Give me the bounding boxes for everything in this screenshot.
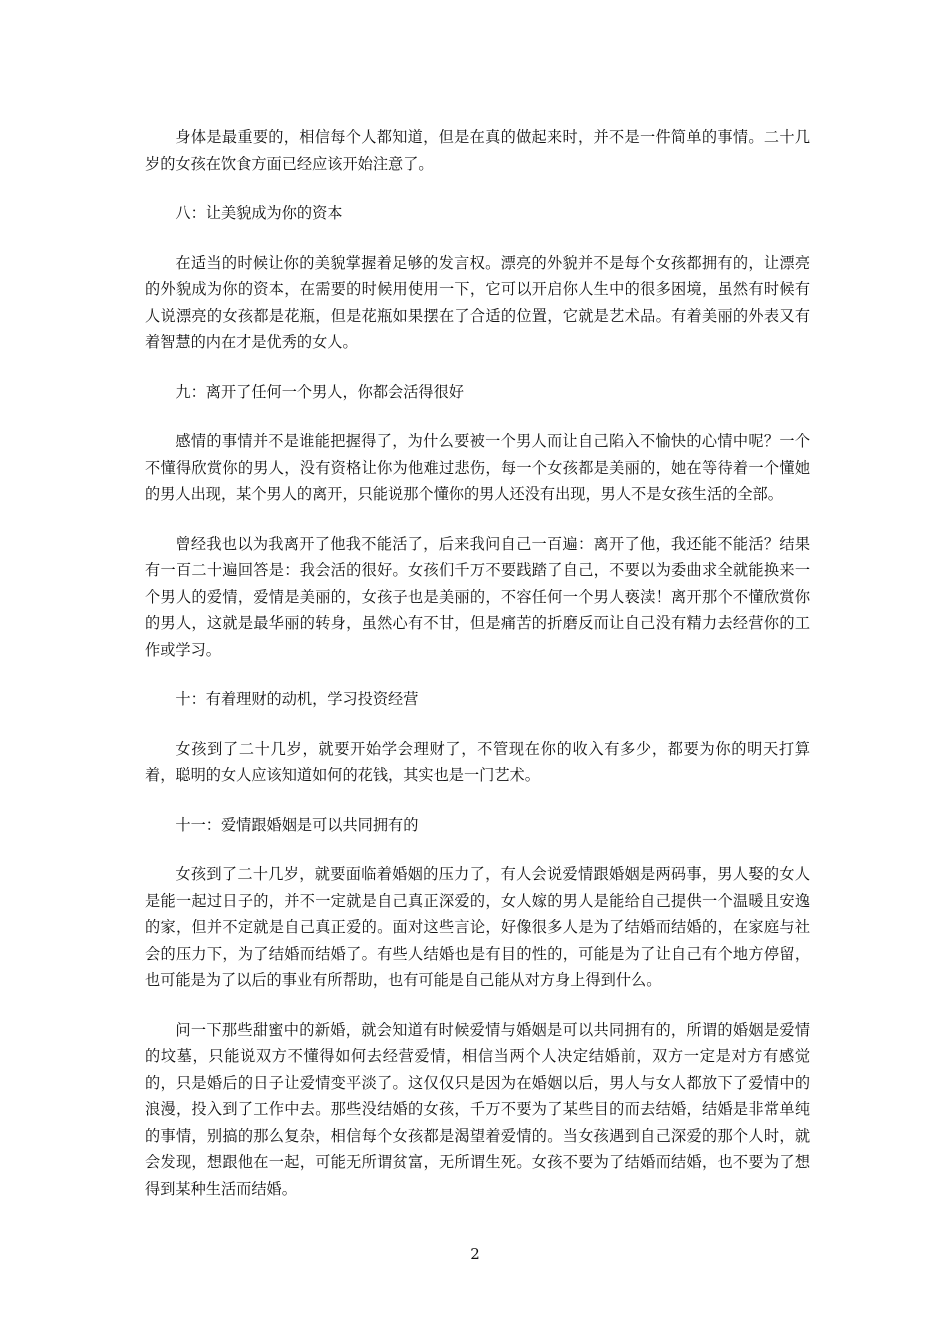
section-heading: 九：离开了任何一个男人，你都会活得很好 xyxy=(175,382,464,401)
paragraph: 身体是最重要的，相信每个人都知道，但是在真的做起来时，并不是一件简单的事情。二十几岁的女孩在饮食方面已经应该开始注意了。 xyxy=(145,128,810,173)
paragraph: 女孩到了二十几岁，就要开始学会理财了，不管现在你的收入有多少，都要为你的明天打算着，聪明的女人应该知道如何的花钱，其实也是一门艺术。 xyxy=(145,739,810,784)
paragraph: 在适当的时候让你的美貌掌握着足够的发言权。漂亮的外貌并不是每个女孩都拥有的，让漂亮的外貌成为你的资本，在需要的时候用使用一下，它可以开启你人生中的很多困境，虽然有时候有人说漂亮的女孩都是花瓶，但是花瓶如果摆在了合适的位置，它就是艺术品。有着美丽的外表又有着智慧的内在才是优秀的女人。 xyxy=(145,253,810,351)
section-heading: 八：让美貌成为你的资本 xyxy=(175,204,343,222)
paragraph: 问一下那些甜蜜中的新婚，就会知道有时候爱情与婚姻是可以共同拥有的，所谓的婚姻是爱情的坟墓，只能说双方不懂得如何去经营爱情，相信当两个人决定结婚前，双方一定是对方有感觉的，只是婚后的日子让爱情变平淡了。这仅仅只是因为在婚姻以后，男人与女人都放下了爱情中的浪漫，投入到了工作中去。那些没结婚的女孩，千万不要为了某些目的而去结婚，结婚是非常单纯的事情，别搞的那么复杂，相信每个女孩都是渴望着爱情的。当女孩遇到自己深爱的那个人时，就会发现，想跟他在一起，可能无所谓贫富，无所谓生死。女孩不要为了结婚而结婚，也不要为了想得到某种生活而结婚。 xyxy=(145,1020,810,1198)
document-body xyxy=(145,124,810,1225)
section-heading: 十一：爱情跟婚姻是可以共同拥有的 xyxy=(175,815,419,834)
paragraph: 感情的事情并不是谁能把握得了，为什么要被一个男人而让自己陷入不愉快的心情中呢？一个不懂得欣赏你的男人，没有资格让你为他难过悲伤，每一个女孩都是美丽的，她在等待着一个懂她的男人出现，某个男人的离开，只能说那个懂你的男人还没有出现，男人不是女孩生活的全部。 xyxy=(145,432,810,503)
paragraph: 曾经我也以为我离开了他我不能活了，后来我问自己一百遍：离开了他，我还能不能活？结果有一百二十遍回答是：我会活的很好。女孩们千万不要践踏了自己，不要以为委曲求全就能换来一个男人的爱情，爱情是美丽的，女孩子也是美丽的，不容任何一个男人亵渎！离开那个不懂欣赏你的男人，这就是最华丽的转身，虽然心有不甘，但是痛苦的折磨反而让自己没有精力去经营你的工作或学习。 xyxy=(145,534,810,659)
page-number: 2 xyxy=(470,1245,480,1263)
paragraph: 女孩到了二十几岁，就要面临着婚姻的压力了，有人会说爱情跟婚姻是两码事，男人娶的女人是能一起过日子的，并不一定就是自己真正深爱的，女人嫁的男人是能给自己提供一个温暖且安逸的家，但并不定就是自己真正爱的。面对这些言论，好像很多人是为了结婚而结婚的，在家庭与社会的压力下，为了结婚而结婚了。有些人结婚也是有目的性的，可能是为了让自己有个地方停留，也可能是为了以后的事业有所帮助，也有可能是自己能从对方身上得到什么。 xyxy=(145,865,810,989)
section-heading: 十：有着理财的动机，学习投资经营 xyxy=(175,690,419,708)
